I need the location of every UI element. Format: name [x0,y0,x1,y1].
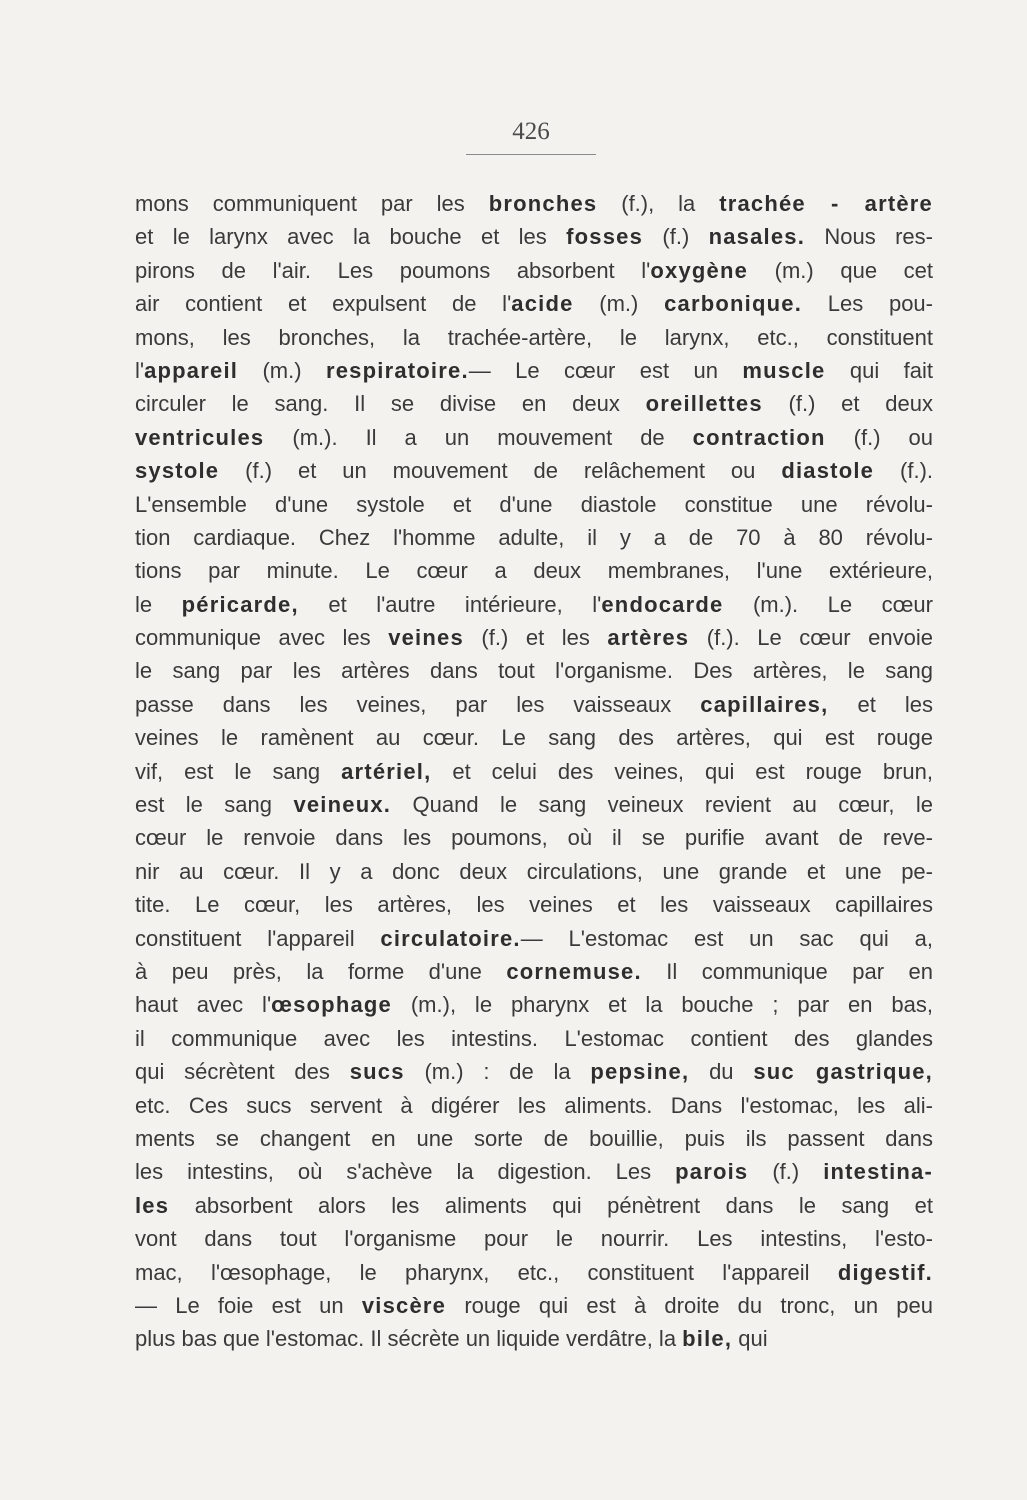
text-segment: (f.). Le cœur envoie [689,625,934,651]
text-segment: tion cardiaque. Chez l'homme adulte, il y a de 70 à 80 révolu- [135,524,933,550]
text-line [135,1289,933,1322]
text-segment: mac, l'œsophage, le pharynx, etc., constituent l'appareil [135,1259,838,1285]
text-segment: — L'estomac est un sac qui a, [520,925,933,951]
text-line [135,888,933,921]
text-segment: circuler le sang. Il se divise en deux [135,391,646,417]
bold-term: veines [388,625,464,651]
text-line [135,1089,933,1122]
bold-term: digestif. [837,1259,933,1285]
bold-term: capillaires, [700,691,829,717]
text-segment: et celui des veines, qui est rouge brun, [431,758,933,784]
text-line [135,220,933,253]
text-segment: L'ensemble d'une systole et d'une diastole constitue une révolu- [135,491,933,517]
text-line [135,554,933,587]
text-segment: haut avec l' [135,992,272,1018]
text-segment: tions par minute. Le cœur a deux membranes, l'une extérieure, [135,558,933,584]
text-segment: mons, les bronches, la trachée-artère, le larynx, etc., constituent [135,324,933,350]
bold-term: bronches [488,191,598,216]
text-segment: à peu près, la forme d'une [135,958,507,984]
text-segment: qui sécrètent des [135,1059,350,1085]
text-line [135,421,933,454]
text-line [135,855,933,888]
text-segment: (f.). [874,458,934,484]
text-segment: Nous res- [805,224,933,250]
text-segment: (f.) ou [825,424,933,450]
text-line [135,688,933,721]
text-segment: et les [828,691,933,717]
text-segment: plus bas que l'estomac. Il sécrète un liquide verdâtre, la [135,1326,683,1352]
body-text [135,187,933,1356]
text-segment: et le larynx avec la bouche et les [135,224,567,250]
bold-term: trachée - artère [719,191,933,216]
text-segment: (m.), le pharynx et la bouche ; par en bas, [391,992,933,1018]
bold-term: muscle [742,357,826,383]
bold-term: circulatoire. [380,925,521,951]
text-segment: (f.) et un mouvement de relâchement ou [219,458,782,484]
bold-term: œsophage [271,992,392,1018]
text-segment: le [135,591,182,617]
text-segment: absorbent alors les aliments qui pénètrent dans le sang et [169,1192,933,1218]
text-segment: ments se changent en une sorte de bouillie, puis ils passent dans [135,1125,933,1151]
text-segment: (f.) et deux [762,391,933,417]
page-number: 426 [512,118,550,145]
bold-term: acide [511,291,574,317]
text-line [135,187,933,220]
text-segment: vont dans tout l'organisme pour le nourrir. Les intestins, l'esto- [135,1226,933,1252]
page-number-rule [466,154,596,155]
text-line [135,1256,933,1289]
text-segment: et l'autre intérieure, l' [298,591,602,617]
bold-term: systole [135,458,220,484]
text-segment: passe dans les veines, par les vaisseaux [135,691,701,717]
bold-term: artériel, [341,758,432,784]
text-line [135,621,933,654]
text-line [135,1022,933,1055]
bold-term: suc gastrique, [753,1059,933,1085]
text-line [135,1055,933,1088]
bold-term: intestina- [823,1159,933,1185]
text-segment: cœur le renvoie dans les poumons, où il se purifie avant de reve- [135,825,933,851]
text-line [135,387,933,420]
text-segment: (f.) [748,1159,824,1185]
bold-term: endocarde [601,591,724,617]
bold-term: les [135,1192,170,1218]
text-segment: tite. Le cœur, les artères, les veines et les vaisseaux capillaires [135,892,933,918]
text-segment: qui [732,1326,768,1352]
text-line [135,821,933,854]
text-segment: Quand le sang veineux revient au cœur, le [391,792,933,818]
text-line [135,354,933,387]
text-segment: — Le cœur est un [468,357,743,383]
text-line [135,488,933,521]
text-line [135,588,933,621]
bold-term: bile, [682,1326,733,1352]
text-segment: il communique avec les intestins. L'estomac contient des glandes [135,1025,933,1051]
text-line [135,287,933,320]
text-line [135,788,933,821]
text-line [135,521,933,554]
text-line [135,454,933,487]
text-segment: (m.) [238,357,326,383]
bold-term: fosses [566,224,644,250]
text-line [135,988,933,1021]
text-line [135,654,933,687]
bold-term: sucs [349,1059,405,1085]
text-segment: — Le foie est un [135,1292,362,1318]
text-segment: le sang par les artères dans tout l'organisme. Des artères, le sang [135,658,933,684]
text-segment: (f.) et les [463,625,608,651]
bold-term: artères [607,625,690,651]
text-line [135,1189,933,1222]
text-segment: air contient et expulsent de l' [135,291,512,317]
text-line [135,1122,933,1155]
text-segment: (m.) que cet [748,257,934,283]
bold-term: appareil [144,357,239,383]
text-line [135,321,933,354]
text-segment: est le sang [135,792,294,818]
bold-term: ventricules [135,424,265,450]
bold-term: oxygène [650,257,749,283]
text-segment: du [689,1059,754,1085]
bold-term: parois [675,1159,749,1185]
bold-term: nasales. [708,224,806,250]
text-segment: l' [135,357,145,383]
text-segment: pirons de l'air. Les poumons absorbent l' [135,257,651,283]
text-segment: Il communique par en [641,958,934,984]
text-line [135,1322,933,1355]
text-line [135,955,933,988]
text-segment: (m.) [573,291,665,317]
text-segment: rouge qui est à droite du tronc, un peu [446,1292,934,1318]
text-segment: Les pou- [802,291,933,317]
text-segment: qui fait [825,357,933,383]
bold-term: veineux. [293,792,392,818]
text-line [135,1155,933,1188]
bold-term: pepsine, [590,1059,690,1085]
bold-term: diastole [781,458,875,484]
text-segment: mons communiquent par les [135,191,489,216]
text-segment: les intestins, où s'achève la digestion. Les [135,1159,676,1185]
bold-term: carbonique. [664,291,803,317]
bold-term: viscère [361,1292,447,1318]
text-line [135,721,933,754]
text-segment: (m.) : de la [404,1059,591,1085]
text-segment: (m.). Le cœur [723,591,933,617]
text-segment: veines le ramènent au cœur. Le sang des artères, qui est rouge [135,725,933,751]
bold-term: contraction [692,424,826,450]
bold-term: péricarde, [181,591,299,617]
bold-term: cornemuse. [506,958,642,984]
text-segment: vif, est le sang [135,758,342,784]
text-segment: nir au cœur. Il y a donc deux circulations, une grande et une pe- [135,858,933,884]
text-line [135,1222,933,1255]
text-segment: constituent l'appareil [135,925,381,951]
text-line [135,755,933,788]
text-segment: (f.), la [597,191,720,216]
text-segment: communique avec les [135,625,389,651]
text-line [135,254,933,287]
text-segment: etc. Ces sucs servent à digérer les aliments. Dans l'estomac, les ali- [135,1092,933,1118]
text-segment: (f.) [643,224,709,250]
text-segment: (m.). Il a un mouvement de [264,424,693,450]
bold-term: respiratoire. [325,357,469,383]
text-line [135,922,933,955]
bold-term: oreillettes [645,391,763,417]
